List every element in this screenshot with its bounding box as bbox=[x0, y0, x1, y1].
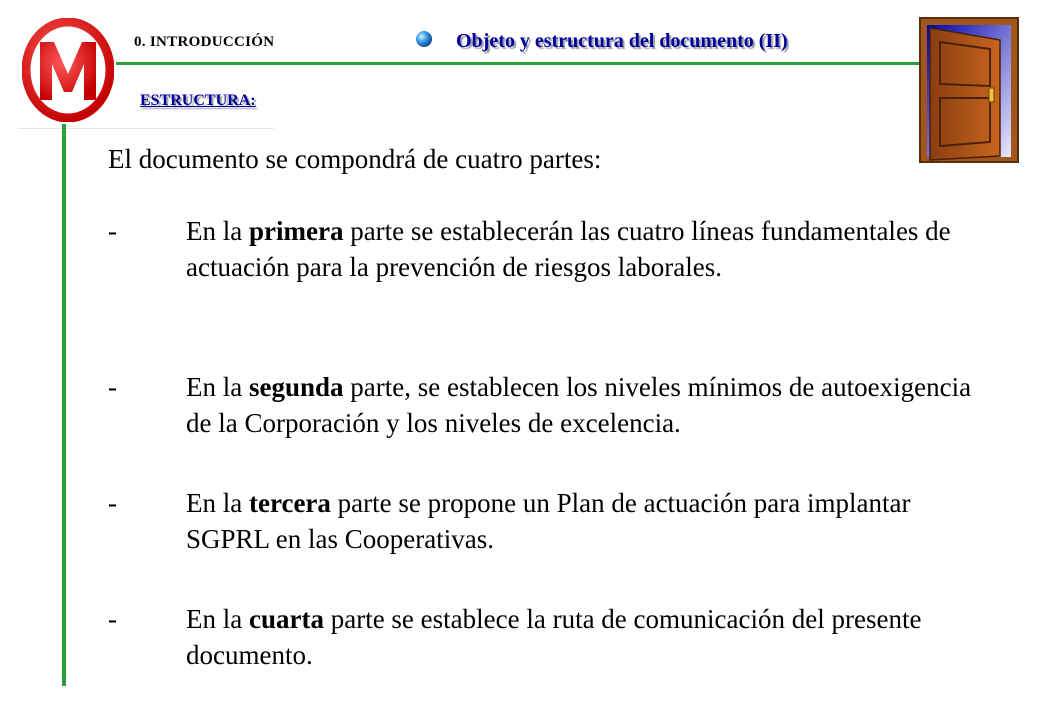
bullet-dash: - bbox=[108, 372, 117, 402]
bullet-dash: - bbox=[108, 604, 117, 634]
section-label: 0. INTRODUCCIÓN bbox=[134, 34, 275, 50]
left-vertical-rule bbox=[62, 124, 66, 686]
list-item-prefix: En la bbox=[186, 604, 249, 634]
list-item-text bbox=[186, 369, 976, 441]
logo-m-icon bbox=[22, 18, 114, 122]
list-item-suffix: parte se propone un Plan de actuación para implantar SGPRL en las Cooperativas. bbox=[186, 488, 911, 554]
list-item-prefix: En la bbox=[186, 216, 249, 246]
header-divider bbox=[116, 62, 946, 65]
door-icon[interactable] bbox=[918, 16, 1020, 164]
faint-divider bbox=[18, 128, 274, 129]
list-item-suffix: parte se establece la ruta de comunicación del presente documento. bbox=[186, 604, 922, 670]
list-item-keyword: primera bbox=[248, 216, 344, 246]
list-item-prefix: En la bbox=[186, 488, 249, 518]
intro-text: El documento se compondrá de cuatro partes: bbox=[108, 144, 602, 174]
list-item-prefix: En la bbox=[186, 372, 249, 402]
list-item-suffix: parte se establecerán las cuatro líneas fundamentales de actuación para la prevención de riesgos laborales. bbox=[186, 216, 951, 282]
list-item-keyword: cuarta bbox=[248, 604, 324, 634]
list-item-suffix: parte, se establecen los niveles mínimos de autoexigencia de la Corporación y los niveles de excelencia. bbox=[186, 372, 972, 438]
list-item-text bbox=[186, 213, 976, 285]
list-item-text bbox=[186, 485, 976, 557]
bullet-dash: - bbox=[108, 488, 117, 518]
list-item-keyword: tercera bbox=[248, 488, 331, 518]
blue-sphere-icon bbox=[415, 30, 433, 48]
bullet-dash: - bbox=[108, 216, 117, 246]
slide-title: Objeto y estructura del documento (II) bbox=[456, 30, 788, 52]
list-item-keyword: segunda bbox=[248, 372, 344, 402]
section-subtitle: ESTRUCTURA: bbox=[140, 92, 256, 109]
list-item-text bbox=[186, 601, 976, 673]
